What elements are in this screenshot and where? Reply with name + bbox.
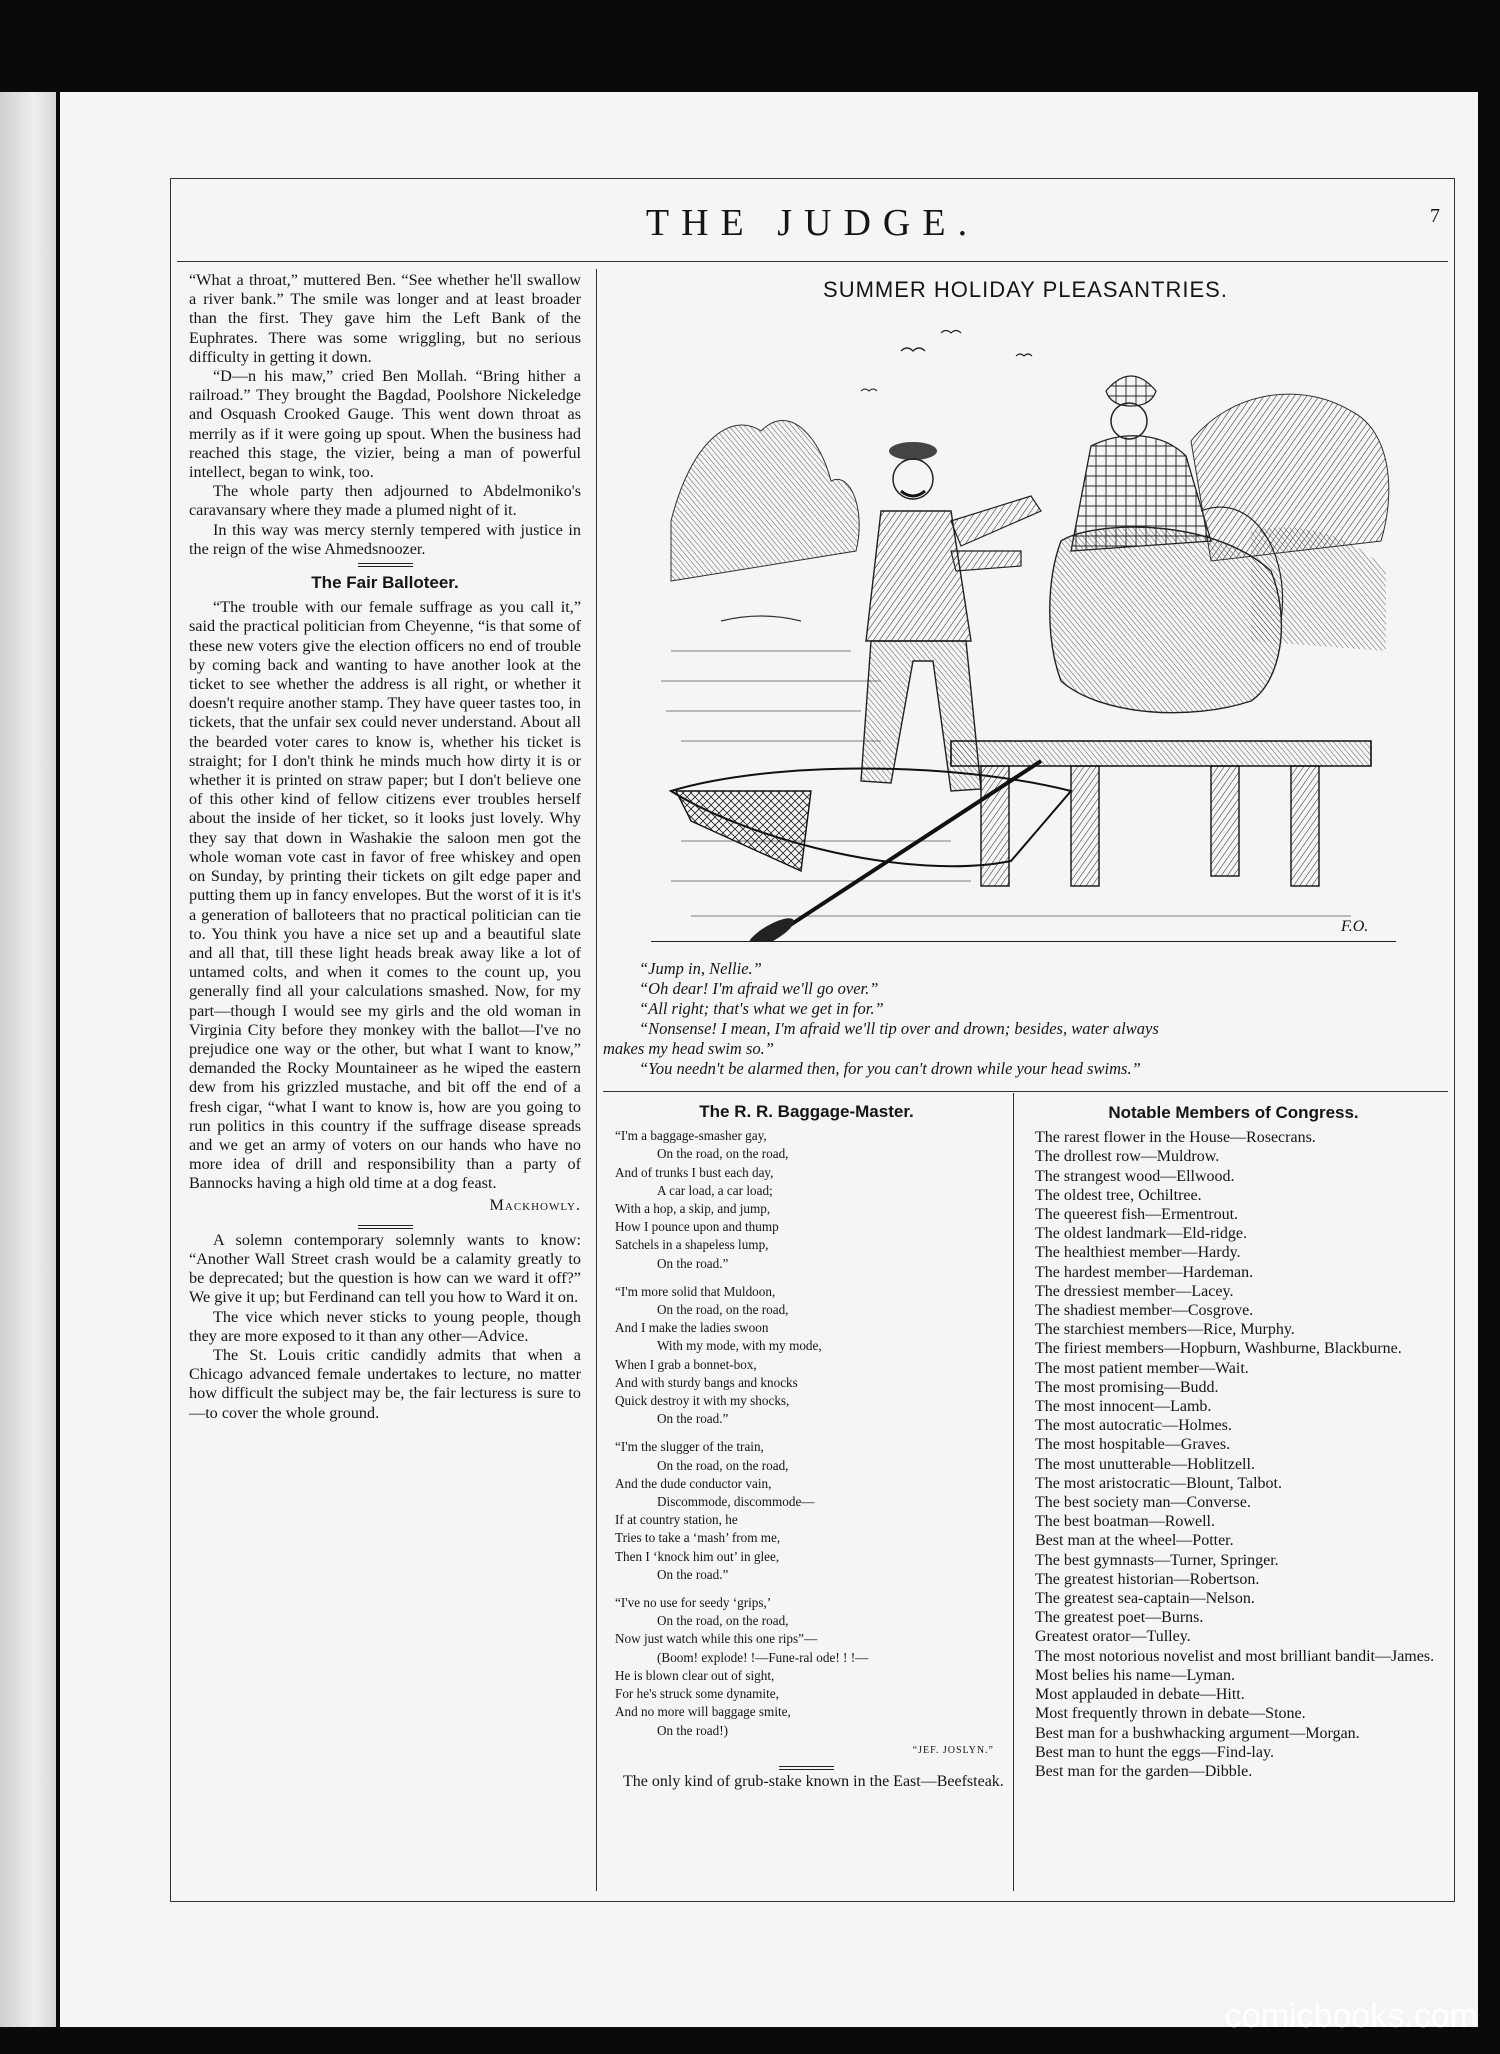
balloteer-body: “The trouble with our female suffrage as you call it,” said the practical politician from Cheyenne, “is that some of these new voters give the election officers no end of trouble by coming back and wanting to have another look at the ticket to see whether the address is all right, or whether it doesn't require another stamp. They have queer tastes too, in tickets, that the unfair sex could never understand. About all the bearded voter cares to know is, whether his ticket is straight; for I don't think he minds much how dirty it is or whether it is printed on straw paper; but I don't believe one of this other kind of fellow citizens ever troubles herself about the inside of her ticket, so it looks just lovely. Why they say that down in Washakie the saloon men got the whole woman vote cast in favor of free whiskey and open on Sunday, by printing their tickets on gilt edge paper and putting them up in fancy envelopes. But the worst of it is it's a generation of balloteers that no practical politician can tie to. You think you have a nice set up and a beautiful slate and all that, till these light heads break away like a lot of untamed colts, and when it comes to the count up, you generally find all your calculations smashed. Now, for my part—though I would see my girls and the old woman in Virginia City before they monkey with the ballot—I've no prejudice one way or the other, but what I want to know,” demanded the Rocky Mountaineer as he wiped the eastern dew from his grizzled mustache, and bit off the end of a fresh cigar, “what I want to know is, how are you going to run politics in this country if the suffrage disease spreads and we get an army of voters on our hands who have no more idea of drill and responsibility than a party of Bannocks having a high old time at a dog feast. [189,598,581,1193]
list-item: The most autocratic—Holmes. [1035,1417,1232,1435]
poem-line: Satchels in a shapeless lump, [615,1237,769,1253]
section-rule [779,1766,834,1770]
poem-line: Discommode, discommode— [657,1494,815,1510]
list-item: Most frequently thrown in debate—Stone. [1035,1705,1306,1723]
caption-line: “Jump in, Nellie.” [639,959,762,978]
list-item: The most notorious novelist and most brilliant bandit—James. [1035,1647,1435,1665]
left-column [189,271,581,1891]
list-item: The most promising—Budd. [1035,1378,1219,1396]
poem-heading: The R. R. Baggage-Master. [699,1102,914,1121]
congress-heading: Notable Members of Congress. [1108,1103,1359,1122]
list-item: Most belies his name—Lyman. [1035,1666,1235,1684]
poem-line: On the road!) [657,1722,729,1738]
poem-line: When I grab a bonnet-box, [615,1356,757,1372]
list-item: The oldest tree, Ochiltree. [1035,1186,1202,1204]
caption-line: “You needn't be alarmed then, for you can't drown while your head swims.” [639,1059,1141,1078]
poem-line: A car load, a car load; [657,1182,773,1198]
artist-monogram: F.O. [1341,918,1369,935]
poem-line: On the road.” [657,1566,729,1582]
cartoon-section [603,271,1448,1078]
masthead-rule [177,261,1448,262]
story-paragraph: In this way was mercy sternly tempered with justice in the reign of the wise Ahmedsnoozer. [189,520,581,558]
list-item: The hardest member—Hardeman. [1035,1263,1254,1281]
caption-line: “All right; that's what we get in for.” [639,999,884,1018]
poem-line: Quick destroy it with my shocks, [615,1393,790,1409]
list-item: The most aristocratic—Blount, Talbot. [1035,1474,1282,1492]
list-item: The starchiest members—Rice, Murphy. [1035,1321,1295,1339]
story-paragraph: The whole party then adjourned to Abdelmoniko's caravansary where they made a plumed night of it. [189,482,581,520]
column-divider [1013,1093,1014,1891]
poem-line: Then I ‘knock him out’ in glee, [615,1548,780,1564]
poem-line: On the road, on the road, [657,1302,789,1318]
cartoon-title: SUMMER HOLIDAY PLEASANTRIES. [823,277,1228,302]
page-frame [170,178,1455,1902]
list-item: The firiest members—Hopburn, Washburne, Blackburne. [1035,1340,1402,1358]
list-item: The best gymnasts—Turner, Springer. [1035,1551,1279,1569]
poem-line: On the road.” [657,1411,729,1427]
list-item: Best man for a bushwhacking argument—Morgan. [1035,1724,1360,1742]
note-paragraph: A solemn contemporary solemnly wants to know: “Another Wall Street crash would be a calamity greatly to be deprecated; but the question is how can we ward it off?” We give it up; but Ferdinand can tell you how to Ward it on. [189,1230,581,1307]
cartoon-illustration [651,321,1396,942]
list-item: The dressiest member—Lacey. [1035,1282,1234,1300]
list-item: The shadiest member—Cosgrove. [1035,1302,1254,1320]
column-divider [596,269,597,1891]
poem-attribution: “JEF. JOSLYN.” [912,1744,994,1756]
caption-line: “Oh dear! I'm afraid we'll go over.” [639,979,879,998]
list-item: The best society man—Converse. [1035,1494,1251,1512]
section-rule [358,563,413,567]
poem [609,1127,1004,1760]
magazine-page [60,92,1478,2027]
poem-line: With a hop, a skip, and jump, [615,1201,771,1217]
list-item: The best boatman—Rowell. [1035,1513,1215,1531]
poem-line: “I've no use for seedy ‘grips,’ [615,1595,772,1611]
poem-line: On the road.” [657,1255,729,1271]
list-item: Best man at the wheel—Potter. [1035,1532,1234,1550]
poem-line: He is blown clear out of sight, [615,1667,775,1683]
boating-scene-illustration [651,321,1396,941]
balloteer-heading: The Fair Balloteer. [311,573,459,593]
poem-line: (Boom! explode! !—Fune-ral ode! ! !— [657,1649,869,1665]
poem-line: Now just watch while this one rips”— [615,1631,818,1647]
congress-column [1021,1097,1446,1887]
poem-line: And of trunks I bust each day, [615,1164,774,1180]
list-item: The healthiest member—Hardy. [1035,1244,1241,1262]
poem-stanza [609,1127,1004,1273]
poem-stanza [609,1438,1004,1584]
poem-line: On the road, on the road, [657,1613,789,1629]
poem-line: And with sturdy bangs and knocks [615,1374,798,1390]
balloteer-signature: Mackhowly. [489,1195,581,1214]
list-item: The drollest row—Muldrow. [1035,1148,1220,1166]
list-item: The strangest wood—Ellwood. [1035,1167,1235,1185]
story-paragraph: “What a throat,” muttered Ben. “See whether he'll swallow a river bank.” The smile was longer and at least broader than the first. They gave him the Left Bank of the Euphrates. There was some wriggling, but no serious difficulty in getting it down. [189,271,581,366]
list-item: The greatest sea-captain—Nelson. [1035,1590,1255,1608]
list-item: Greatest orator—Tulley. [1035,1628,1191,1646]
poem-line: How I pounce upon and thump [615,1219,779,1235]
grub-stake-note: The only kind of grub-stake known in the East—Beefsteak. [623,1772,1004,1790]
caption-line: “Nonsense! I mean, I'm afraid we'll tip over and drown; besides, water always [639,1019,1159,1038]
list-item: The most patient member—Wait. [1035,1359,1249,1377]
poem-line: Tries to take a ‘mash’ from me, [615,1530,781,1546]
poem-line: With my mode, with my mode, [657,1338,822,1354]
previous-page-edge [0,92,56,2027]
list-item: The greatest historian—Robertson. [1035,1570,1260,1588]
note-paragraph: The vice which never sticks to young people, though they are more exposed to it than any other—Advice. [189,1307,581,1345]
list-item: The most innocent—Lamb. [1035,1398,1212,1416]
list-item: Best man to hunt the eggs—Find-lay. [1035,1743,1274,1761]
list-item: The greatest poet—Burns. [1035,1609,1204,1627]
list-item: The oldest landmark—Eld-ridge. [1035,1225,1247,1243]
baggage-master-column [609,1097,1004,1887]
poem-line: And no more will baggage smite, [615,1704,791,1720]
poem-stanza [609,1594,1004,1740]
congress-list [1021,1128,1446,1781]
story-paragraph: “D—n his maw,” cried Ben Mollah. “Bring hither a railroad.” They brought the Bagdad, Poolshore Nickeledge and Osquash Crooked Gauge. This went down throat as merrily as if it were going up spout. When the business had reached this stage, the vizier, being a man of powerful intellect, began to wink, too. [189,367,581,482]
list-item: Most applauded in debate—Hitt. [1035,1686,1245,1704]
poem-line: And I make the ladies swoon [615,1320,769,1336]
poem-line: “I'm the slugger of the train, [615,1439,764,1455]
list-item: Best man for the garden—Dibble. [1035,1762,1253,1780]
caption-line: makes my head swim so.” [603,1039,774,1058]
note-paragraph: The St. Louis critic candidly admits that when a Chicago advanced female undertakes to lecture, no matter how difficult the subject may be, the fair lecturess is sure to—to cover the whole ground. [189,1345,581,1422]
poem-line: For he's struck some dynamite, [615,1686,779,1702]
list-item: The most unutterable—Hoblitzell. [1035,1455,1255,1473]
poem-line: On the road, on the road, [657,1146,789,1162]
poem-stanza [609,1283,1004,1429]
masthead-title: THE JUDGE. [645,202,980,244]
cartoon-captions [603,959,1448,1079]
list-item: The rarest flower in the House—Rosecrans. [1035,1129,1316,1147]
site-watermark: comicbooks.com [1224,1997,1478,2035]
list-item: The queerest fish—Ermentrout. [1035,1206,1239,1224]
list-item: The most hospitable—Graves. [1035,1436,1231,1454]
poem-line: And the dude conductor vain, [615,1475,772,1491]
poem-line: If at country station, he [615,1512,738,1528]
poem-line: “I'm more solid that Muldoon, [615,1283,776,1299]
poem-line: “I'm a baggage-smasher gay, [615,1128,767,1144]
section-rule [358,1225,413,1229]
poem-line: On the road, on the road, [657,1457,789,1473]
page-number: 7 [1430,205,1440,227]
section-divider [603,1091,1448,1092]
